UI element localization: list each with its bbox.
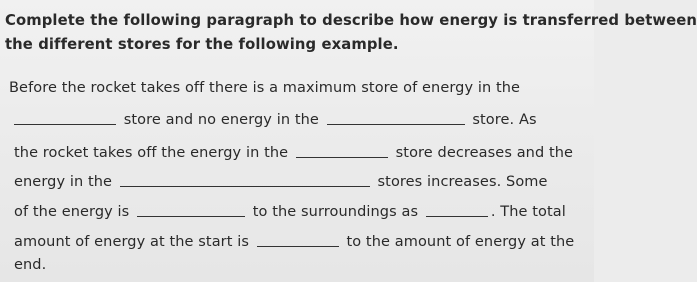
paragraph-line-7: end.	[14, 257, 47, 273]
paragraph-line-1: Before the rocket takes off there is a maximum store of energy in the	[9, 80, 521, 96]
paragraph-line-6	[14, 234, 574, 250]
paragraph-text: of the energy is	[14, 204, 130, 220]
answer-blank-5[interactable]	[137, 216, 245, 217]
paragraph-text: store and no energy in the	[123, 112, 319, 128]
answer-blank-3[interactable]	[296, 157, 388, 158]
paragraph-text: the rocket takes off the energy in the	[14, 145, 289, 161]
paragraph-text: energy in the	[14, 174, 113, 190]
answer-blank-2[interactable]	[327, 124, 465, 125]
paragraph-text: to the surroundings as	[252, 204, 419, 220]
answer-blank-1[interactable]	[14, 124, 116, 125]
paragraph-line-4	[14, 174, 548, 190]
paragraph-line-5	[14, 204, 566, 220]
instruction-line-1: Complete the following paragraph to describe how energy is transferred between	[5, 12, 697, 29]
paragraph-text: . The total	[490, 204, 566, 220]
paragraph-text: amount of energy at the start is	[14, 234, 250, 250]
paragraph-line-2	[14, 112, 537, 128]
answer-blank-6[interactable]	[426, 216, 488, 217]
answer-blank-4[interactable]	[120, 186, 370, 187]
paragraph-text: stores increases. Some	[377, 174, 548, 190]
instruction-line-2: the different stores for the following example.	[5, 36, 399, 53]
paragraph-text: store. As	[472, 112, 537, 128]
paragraph-line-3	[14, 145, 573, 161]
paragraph-text: store decreases and the	[395, 145, 574, 161]
paragraph-text: to the amount of energy at the	[346, 234, 575, 250]
answer-blank-7[interactable]	[257, 246, 339, 247]
